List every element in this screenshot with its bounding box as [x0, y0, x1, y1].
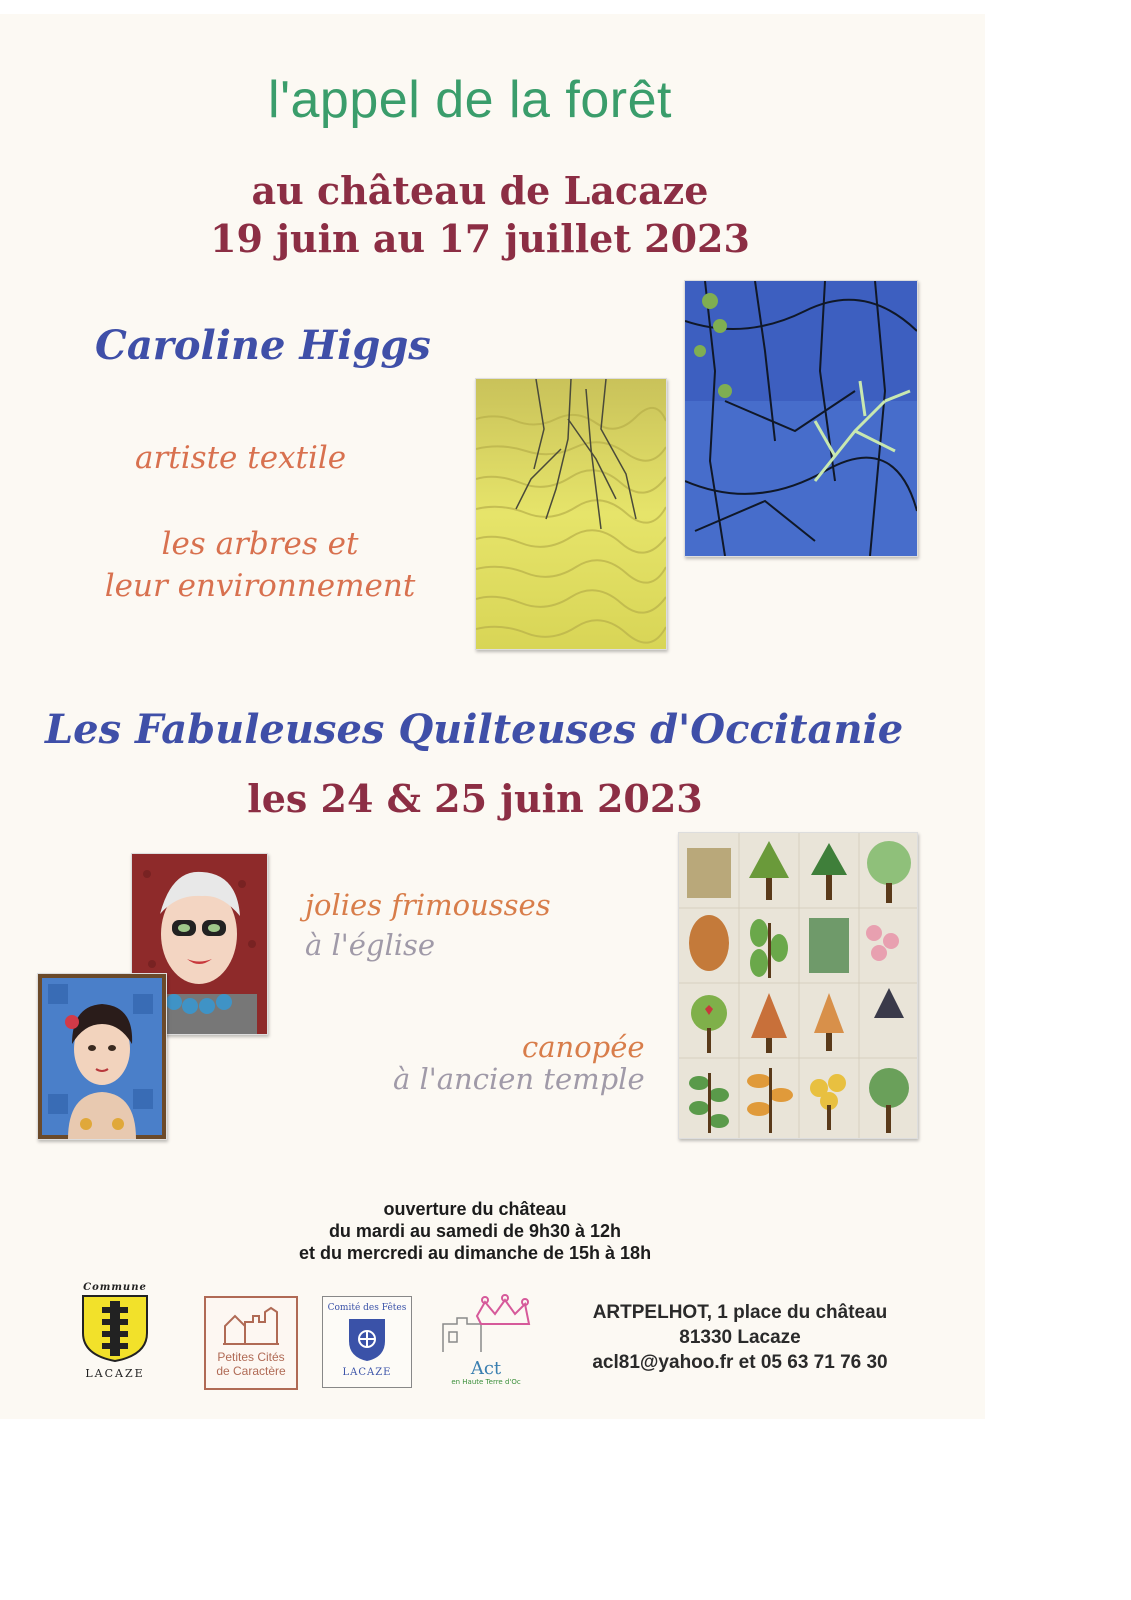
commune-logo-bottom: LACAZE	[85, 1367, 145, 1380]
act-logo-label: Act	[470, 1358, 502, 1379]
hours-line3: et du mercredi au dimanche de 15h à 18h	[298, 1243, 652, 1263]
castle-outline-icon	[221, 1304, 281, 1346]
quilt-portrait-flower	[37, 973, 167, 1140]
hours-line1: ouverture du château	[383, 1199, 567, 1219]
exhibit2-title: canopée	[522, 1030, 645, 1064]
comite-logo-top: Comité des Fêtes	[327, 1303, 407, 1313]
petites-cites-line2: de Caractère	[216, 1364, 286, 1378]
comite-logo-bottom: LACAZE	[342, 1367, 392, 1378]
petites-cites-line1: Petites Cités	[217, 1350, 285, 1364]
act-crown-castle-icon	[437, 1294, 535, 1356]
commune-logo	[75, 1282, 155, 1380]
commune-shield-icon	[80, 1293, 150, 1363]
poster-title: l'appel de la forêt	[268, 71, 672, 129]
contact-address: ARTPELHOT, 1 place du château	[592, 1302, 888, 1323]
textile-artwork-yellow	[475, 378, 667, 650]
quilt-trees-canopee	[678, 832, 918, 1139]
quilters-dates: les 24 & 25 juin 2023	[247, 776, 703, 821]
act-logo-sub: en Haute Terre d'Oc	[451, 1378, 521, 1386]
venue-dates: 19 juin au 17 juillet 2023	[210, 216, 750, 261]
artist-role: artiste textile	[135, 440, 347, 476]
artist-name: Caroline Higgs	[95, 322, 431, 369]
comite-shield-icon	[345, 1313, 389, 1363]
exhibit1-title: jolies frimousses	[305, 888, 551, 922]
act-logo	[437, 1294, 535, 1386]
textile-artwork-blue	[684, 280, 918, 557]
petites-cites-logo	[204, 1296, 298, 1390]
artist-theme-line1: les arbres et	[161, 526, 359, 562]
contact-city: 81330 Lacaze	[679, 1327, 801, 1348]
commune-logo-top: Commune	[83, 1282, 147, 1293]
hours-line2: du mardi au samedi de 9h30 à 12h	[328, 1221, 622, 1241]
artist-theme-line2: leur environnement	[104, 568, 416, 604]
quilters-name: Les Fabuleuses Quilteuses d'Occitanie	[45, 706, 904, 753]
exhibit2-place: à l'ancien temple	[393, 1062, 645, 1096]
contact-block	[560, 1300, 920, 1375]
contact-email-phone: acl81@yahoo.fr et 05 63 71 76 30	[592, 1352, 888, 1373]
comite-des-fetes-logo	[322, 1296, 412, 1388]
exhibit1-place: à l'église	[305, 928, 436, 962]
opening-hours	[230, 1198, 720, 1264]
venue-line: au château de Lacaze	[251, 168, 709, 213]
